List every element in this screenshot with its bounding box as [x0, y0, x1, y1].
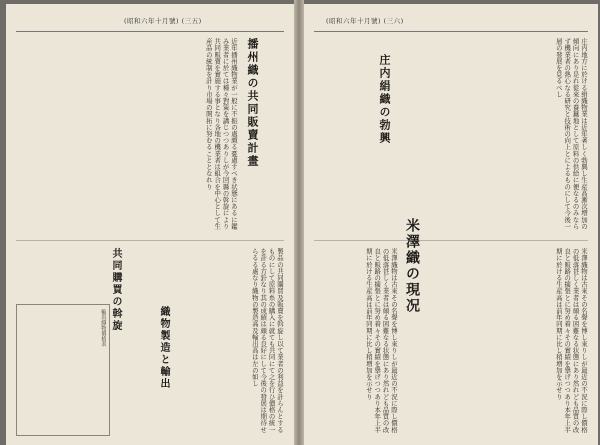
left-lower-text: 製品の共同購買及販賣を斡旋し以て業者の利益を計らんとするものにして原料糸の購入に就ても共同にて之を行ひ價格の統一を計る方針なり其の成績は頗る良好にして今後の發展は期待せらるる處なり織物の製造高及輸出高は左の如し [250, 248, 284, 433]
heading-banshu-joint-sales: 播州織の共同販賣計畫 [246, 38, 259, 168]
heading-joint-purchase: 共同購買の斡旋 [110, 248, 121, 332]
right-block-divider [314, 240, 588, 241]
right-upper-text: 庄内地方に於ける絹織物業は近年著しく勃興し生産高漸次増加の傾向にあり是れ從來の養蠶地として原料の供給に便なるのみならず機業者の熱心なる研究と技術の向上とによるものにして今後一層の發展を見るべし [554, 38, 588, 230]
right-page [304, 4, 598, 445]
heading-weaving-export: 織物製造と輸出 [158, 306, 169, 390]
right-lower-text: 米澤織物は古來その名聲を博し來りしが最近の不況に際し價格の低落甚しく業者は頗る困難なる状態にあり然れども品質の改良と販路の擴張とに努め着々その實績を擧げつつあり本年上半期に於ける生産高は前年同期に比し稍増加を示せり [554, 248, 588, 433]
heading-shonai-silk: 庄内絹織の勃興 [378, 54, 391, 145]
left-head-rule [16, 31, 284, 32]
book-gutter [294, 0, 304, 445]
left-running-head: (昭和六年十月號) (三五) [124, 17, 202, 25]
export-table [16, 304, 110, 436]
left-upper-text: 近年播州織物業が一般に不振の處頗る憂慮すべき状態にあるに鑑み業者に於ては種々對策を講じつつありしが今回縣の斡旋により共同販賣を實施する事となり各地の機業者は組合を中心として生産品の統制を計り市場の開拓に努むることとなれり [204, 38, 238, 230]
right-lower-text-left: 米澤織物は古來その名聲を博し來りしが最近の不況に際し價格の低落甚しく業者は頗る困難なる状態にあり然れども品質の改良と販路の擴張とに努め着々その實績を擧げつつあり本年上半期に於ける生産高は前年同期に比し稍増加を示せり [364, 248, 398, 433]
left-block-divider [16, 240, 284, 241]
heading-yonezawa-status: 米澤織の現况 [404, 218, 420, 314]
export-table-label: 輸出織物價格表 [100, 309, 106, 347]
right-head-rule [314, 31, 588, 32]
left-page [6, 4, 294, 445]
right-running-head: (昭和六年十月號) (三六) [326, 17, 404, 25]
